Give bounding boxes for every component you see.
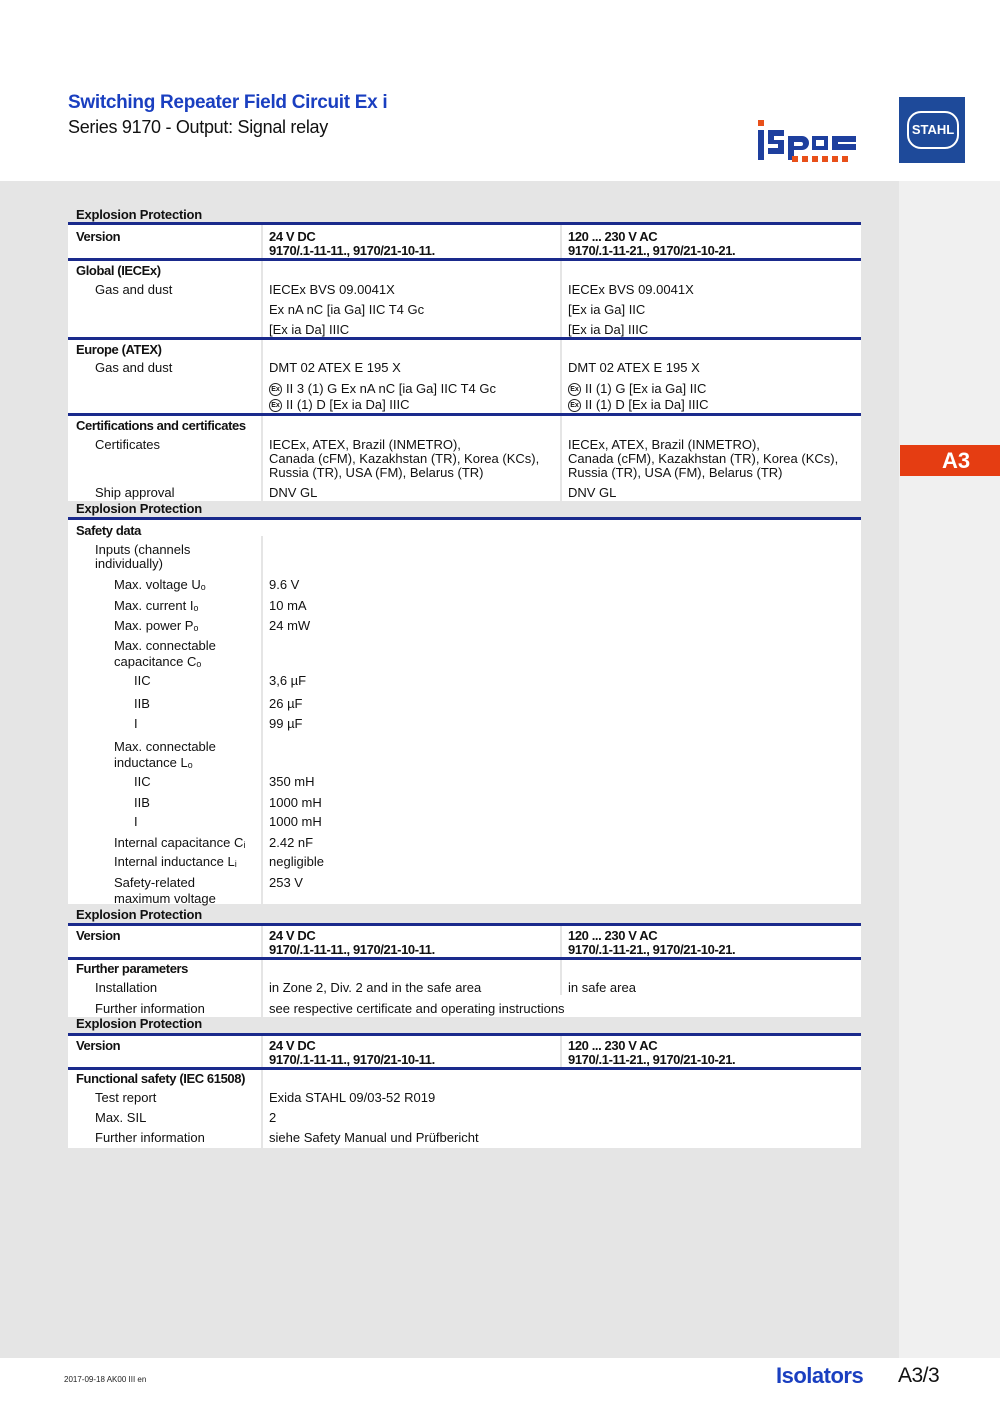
col2-models: 9170/.1-11-21., 9170/21-10-21. <box>568 243 736 258</box>
col-separator <box>261 923 263 1017</box>
version-label: Version <box>76 928 121 943</box>
section-rule <box>68 413 861 416</box>
col1-models: 9170/.1-11-11., 9170/21-10-11. <box>269 942 435 957</box>
gas-group-label: IIB <box>134 696 150 711</box>
certs-label: Certificates <box>95 437 161 452</box>
col1-voltage: 24 V DC <box>269 1038 316 1053</box>
info-label: Further information <box>95 1001 205 1016</box>
col2-models: 9170/.1-11-21., 9170/21-10-21. <box>568 942 736 957</box>
footer-category: Isolators <box>776 1363 864 1388</box>
fs-info-label: Further information <box>95 1130 205 1145</box>
gas-group-value: 1000 mH <box>269 814 322 829</box>
info-value: see respective certificate and operating instructions <box>269 1001 565 1016</box>
version-label: Version <box>76 1038 121 1053</box>
gas-group-label: IIB <box>134 795 150 810</box>
col-separator <box>261 1033 263 1148</box>
gas-group-value: 26 µF <box>269 696 303 711</box>
param-label: Max. power Pₒ <box>114 618 199 633</box>
section-label: Explosion Protection <box>76 207 203 222</box>
param-value: 253 V <box>269 875 303 890</box>
europe-c1-line: DMT 02 ATEX E 195 X <box>269 360 401 375</box>
global-title: Global (IECEx) <box>76 263 161 278</box>
safety-title: Safety data <box>76 523 141 538</box>
sil-value: 2 <box>269 1110 277 1125</box>
global-c1-line: [Ex ia Da] IIIC <box>269 322 350 337</box>
section-rule <box>68 957 861 960</box>
section-rule <box>68 222 861 225</box>
global-c1-line: Ex nA nC [ia Ga] IIC T4 Gc <box>269 302 425 317</box>
col1-models: 9170/.1-11-11., 9170/21-10-11. <box>269 1052 435 1067</box>
europe-title: Europe (ATEX) <box>76 342 162 357</box>
param-label: Max. voltage Uₒ <box>114 577 206 592</box>
certs-c1-line: Canada (cFM), Kazakhstan (TR), Korea (KCs), <box>269 451 540 466</box>
page-title: Switching Repeater Field Circuit Ex i <box>68 92 388 113</box>
ind-label: Max. connectable <box>114 739 216 754</box>
gas-group-label: IIC <box>134 673 151 688</box>
europe-c1-line: Ex II (1) D [Ex ia Da] IIIC <box>269 397 410 412</box>
section-rule <box>68 1033 861 1036</box>
footer-date-code: 2017-09-18 AK00 III en <box>64 1375 147 1384</box>
col-separator <box>261 223 263 501</box>
param-value: 10 mA <box>269 598 307 613</box>
section-label: Explosion Protection <box>76 501 203 516</box>
europe-c2-line: Ex II (1) D [Ex ia Da] IIIC <box>568 397 709 412</box>
gas-group-label: IIC <box>134 774 151 789</box>
ex-icon: Ex <box>568 399 581 412</box>
param-value: negligible <box>269 854 324 869</box>
install-c1: in Zone 2, Div. 2 and in the safe area <box>269 980 482 995</box>
inputs-label: individually) <box>95 556 163 571</box>
certs-c2-line: Canada (cFM), Kazakhstan (TR), Korea (KCs), <box>568 451 839 466</box>
gas-group-label: I <box>134 814 138 829</box>
section-rule <box>68 337 861 340</box>
ex-icon: Ex <box>568 383 581 396</box>
further-title: Further parameters <box>76 961 189 976</box>
fs-info-value: siehe Safety Manual und Prüfbericht <box>269 1130 479 1145</box>
stahl-logo <box>899 97 965 163</box>
version-label: Version <box>76 229 121 244</box>
sil-label: Max. SIL <box>95 1110 147 1125</box>
functional-safety-title: Functional safety (IEC 61508) <box>76 1071 246 1086</box>
col1-voltage: 24 V DC <box>269 928 316 943</box>
param-value: 9.6 V <box>269 577 300 592</box>
gas-group-value: 350 mH <box>269 774 315 789</box>
cap-label: capacitance Cₒ <box>114 654 202 669</box>
page-subtitle: Series 9170 - Output: Signal relay <box>68 117 328 137</box>
section-rule <box>68 1067 861 1070</box>
section-label: Explosion Protection <box>76 1016 203 1031</box>
col-separator <box>560 223 562 501</box>
ex-icon: Ex <box>269 383 282 396</box>
europe-c2-line: DMT 02 ATEX E 195 X <box>568 360 700 375</box>
europe-c1-line: Ex II 3 (1) G Ex nA nC [ia Ga] IIC T4 Gc <box>269 381 496 396</box>
param-label: Safety-related <box>114 875 195 890</box>
param-label: Internal capacitance Cᵢ <box>114 835 246 850</box>
param-value: 2.42 nF <box>269 835 314 850</box>
param-label: maximum voltage <box>114 891 216 906</box>
section-label: Explosion Protection <box>76 907 203 922</box>
ispac-logo-text: ISpac <box>756 118 759 119</box>
gas-group-value: 99 µF <box>269 716 303 731</box>
cap-label: Max. connectable <box>114 638 216 653</box>
col2-voltage: 120 ... 230 V AC <box>568 1038 658 1053</box>
col-separator <box>261 536 263 904</box>
param-label: Max. current Iₒ <box>114 598 199 613</box>
certs-c1-line: Russia (TR), USA (FM), Belarus (TR) <box>269 465 484 480</box>
gas-group-label: I <box>134 716 138 731</box>
global-c1-line: IECEx BVS 09.0041X <box>269 282 395 297</box>
install-c2: in safe area <box>568 980 636 995</box>
section-rule <box>68 923 861 926</box>
param-label: Internal inductance Lᵢ <box>114 854 237 869</box>
gas-group-value: 1000 mH <box>269 795 322 810</box>
certs-c2-line: IECEx, ATEX, Brazil (INMETRO), <box>568 437 760 452</box>
global-label: Gas and dust <box>95 282 173 297</box>
inputs-label: Inputs (channels <box>95 542 191 557</box>
ship-c2: DNV GL <box>568 485 617 500</box>
global-c2-line: IECEx BVS 09.0041X <box>568 282 694 297</box>
install-label: Installation <box>95 980 158 995</box>
section-rule <box>68 517 861 520</box>
global-c2-line: [Ex ia Da] IIIC <box>568 322 649 337</box>
ind-label: inductance Lₒ <box>114 755 193 770</box>
col-separator <box>560 1033 562 1068</box>
europe-c2-line: Ex II (1) G [Ex ia Ga] IIC <box>568 381 706 396</box>
col2-voltage: 120 ... 230 V AC <box>568 928 658 943</box>
ship-label: Ship approval <box>95 485 175 500</box>
footer-page-number: A3/3 <box>898 1364 940 1387</box>
col1-voltage: 24 V DC <box>269 229 316 244</box>
ship-c1: DNV GL <box>269 485 318 500</box>
col1-models: 9170/.1-11-11., 9170/21-10-11. <box>269 243 435 258</box>
ex-icon: Ex <box>269 399 282 412</box>
chapter-tab: A3 <box>900 445 1000 476</box>
certs-c1-line: IECEx, ATEX, Brazil (INMETRO), <box>269 437 461 452</box>
col2-models: 9170/.1-11-21., 9170/21-10-21. <box>568 1052 736 1067</box>
ispac-logo <box>756 118 860 166</box>
global-c2-line: [Ex ia Ga] IIC <box>568 302 646 317</box>
right-margin-strip <box>899 181 1000 1358</box>
europe-label: Gas and dust <box>95 360 173 375</box>
section-rule <box>68 258 861 261</box>
col2-voltage: 120 ... 230 V AC <box>568 229 658 244</box>
param-value: 24 mW <box>269 618 311 633</box>
gas-group-value: 3,6 µF <box>269 673 307 688</box>
stahl-logo-text: STAHL <box>907 111 959 149</box>
test-report-value: Exida STAHL 09/03-52 R019 <box>269 1090 436 1105</box>
certs-title: Certifications and certificates <box>76 418 246 433</box>
test-report-label: Test report <box>95 1090 157 1105</box>
certs-c2-line: Russia (TR), USA (FM), Belarus (TR) <box>568 465 783 480</box>
